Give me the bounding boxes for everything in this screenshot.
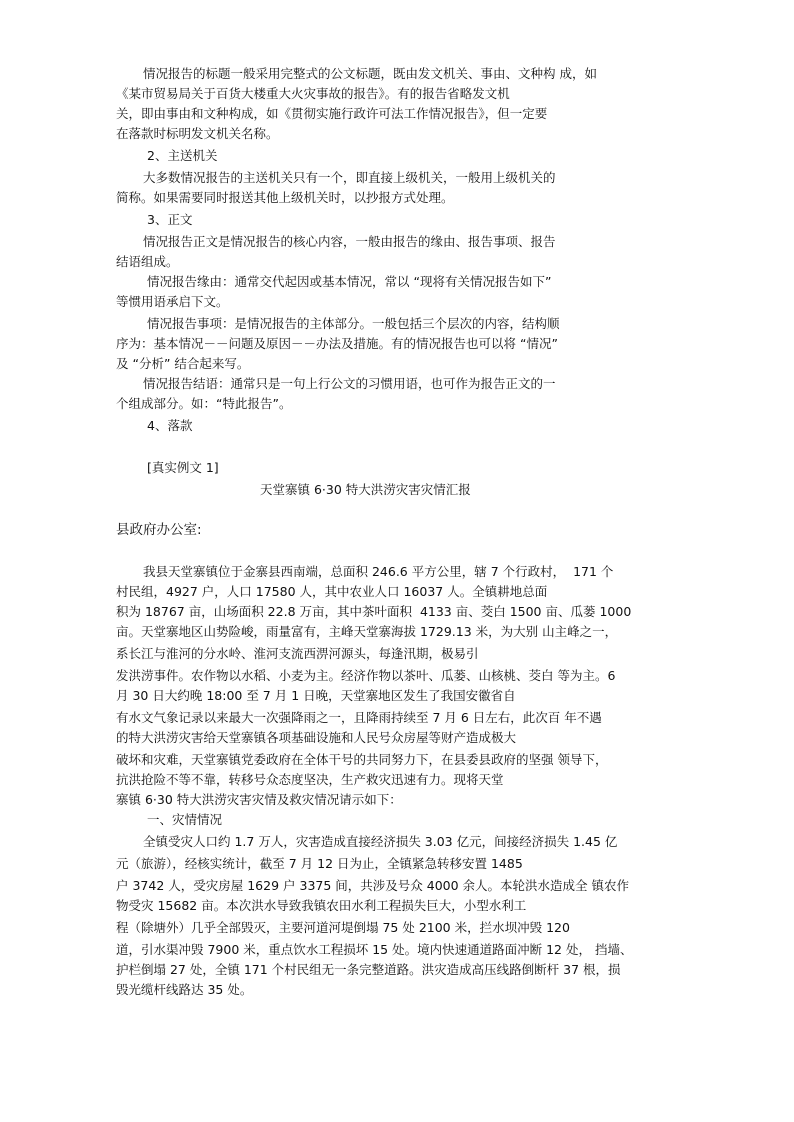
paragraph-line: 大多数情况报告的主送机关只有一个，即直接上级机关，一般用上级机关的 xyxy=(143,170,556,185)
paragraph-line: 道，引水渠冲毁 7900 米，重点饮水工程损坏 15 处。境内快速通道路面冲断 12 处， 挡墙、 xyxy=(116,942,633,957)
paragraph-line: 毁光缆杆线路达 35 处。 xyxy=(116,982,253,997)
paragraph-line: 全镇受灾人口约 1.7 万人，灾害造成直接经济损失 3.03 亿元，间接经济损失 1.45 亿 xyxy=(143,834,618,849)
paragraph-line: 《某市贸易局关于百货大楼重大火灾事故的报告》。有的报告省略发文机 xyxy=(116,86,510,101)
paragraph-line: 程（除塘外）几乎全部毁灭，主要河道河堤倒塌 75 处 2100 米，拦水坝冲毁 120 xyxy=(116,920,570,935)
section-heading: 2、主送机关 xyxy=(147,148,218,163)
recipient: 县政府办公室: xyxy=(116,522,202,538)
paragraph-line: 户 3742 人，受灾房屋 1629 户 3375 间，共涉及号众 4000 余人。本轮洪水造成全 镇农作 xyxy=(116,878,630,893)
paragraph-line: 物受灾 15682 亩。本次洪水导致我镇农田水利工程损失巨大，小型水利工 xyxy=(116,898,527,913)
paragraph-line: 关，即由事由和文种构成，如《贯彻实施行政许可法工作情况报告》，但一定要 xyxy=(116,106,548,121)
paragraph-line: 及 “分析” 结合起来写。 xyxy=(116,356,250,371)
paragraph-line: 寨镇 6·30 特大洪涝灾害灾情及救灾情况请示如下： xyxy=(116,792,402,807)
example-title: 天堂寨镇 6·30 特大洪涝灾害灾情汇报 xyxy=(260,482,471,497)
paragraph-line: 情况报告的标题一般采用完整式的公文标题，既由发文机关、事由、文种构 成，如 xyxy=(143,66,597,81)
paragraph-line: 抗洪抢险不等不靠，转移号众态度坚决，生产救灾迅速有力。现将天堂 xyxy=(116,772,504,787)
section-heading: 3、正文 xyxy=(147,212,193,227)
paragraph-line: 结语组成。 xyxy=(116,254,179,269)
paragraph-line: 元（旅游），经核实统计，截至 7 月 12 日为止，全镇紧急转移安置 1485 xyxy=(116,856,523,871)
paragraph-line: 情况报告事项：是情况报告的主体部分。一般包括三个层次的内容，结构顺 xyxy=(147,316,560,331)
paragraph-line: 护栏倒塌 27 处，全镇 171 个村民组无一条完整道路。洪灾造成高压线路倒断杆 37 根，损 xyxy=(116,962,621,977)
paragraph-line: 情况报告结语：通常只是一句上行公文的习惯用语，也可作为报告正文的一 xyxy=(143,376,556,391)
paragraph-line: 情况报告缘由：通常交代起因或基本情况，常以 “现将有关情况报告如下” xyxy=(147,274,552,289)
example-label: [真实例文 1] xyxy=(147,460,219,475)
section-heading: 一、灾情情况 xyxy=(147,812,223,827)
paragraph-line: 情况报告正文是情况报告的核心内容，一般由报告的缘由、报告事项、报告 xyxy=(143,234,556,249)
paragraph-line: 积为 18767 亩，山场面积 22.8 万亩，其中茶叶面积 4133 亩、茭白 1500 亩、瓜蒌 1000 xyxy=(116,604,632,619)
paragraph-line: 简称。如果需要同时报送其他上级机关时，以抄报方式处理。 xyxy=(116,190,454,205)
paragraph-line: 个组成部分。如：“特此报告”。 xyxy=(116,396,292,411)
section-heading: 4、落款 xyxy=(147,418,193,433)
paragraph-line: 发洪涝事件。农作物以水稻、小麦为主。经济作物以茶叶、瓜蒌、山核桃、茭白 等为主。6 xyxy=(116,668,616,683)
paragraph-line: 系长江与淮河的分水岭、淮河支流西淠河源头，每逢汛期，极易引 xyxy=(116,646,479,661)
paragraph-line: 亩。天堂寨地区山势险峻，雨量富有，主峰天堂寨海拔 1729.13 米，为大别 山主峰之一， xyxy=(116,624,618,639)
paragraph-line: 的特大洪涝灾害给天堂寨镇各项基础设施和人民号众房屋等财产造成极大 xyxy=(116,730,517,745)
paragraph-line: 在落款时标明发文机关名称。 xyxy=(116,126,279,141)
paragraph-line: 等惯用语承启下文。 xyxy=(116,294,229,309)
paragraph-line: 有水文气象记录以来最大一次强降雨之一，且降雨持续至 7 月 6 日左右，此次百 年不遇 xyxy=(116,710,602,725)
paragraph-line: 我县天堂寨镇位于金寨县西南端，总面积 246.6 平方公里，辖 7 个行政村， 171 个 xyxy=(143,564,614,579)
paragraph-line: 月 30 日大约晚 18:00 至 7 月 1 日晚，天堂寨地区发生了我国安徽省自 xyxy=(116,688,516,703)
paragraph-line: 村民组，4927 户，人口 17580 人，其中农业人口 16037 人。全镇耕地总面 xyxy=(116,584,548,599)
paragraph-line: 序为：基本情况－－问题及原因－－办法及措施。有的情况报告也可以将 “情况” xyxy=(116,336,558,351)
paragraph-line: 破坏和灾难，天堂寨镇党委政府在全体干号的共同努力下，在县委县政府的坚强 领导下， xyxy=(116,752,608,767)
